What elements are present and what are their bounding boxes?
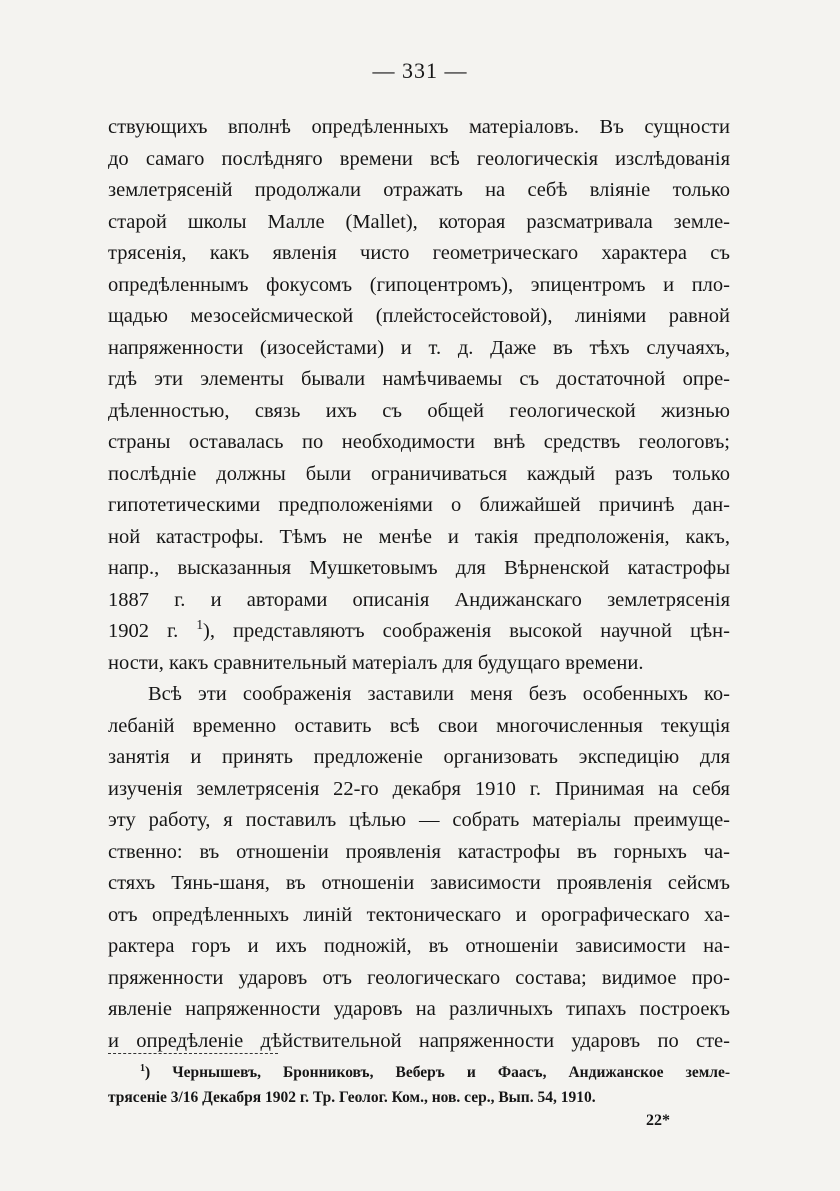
text-line-8: напряженности (изосейстами) и т. д. Даже въ тѣхъ случаяхъ,: [108, 336, 730, 359]
text-line-29: явленіе напряженности ударовъ на различныхъ типахъ построекъ: [108, 998, 730, 1020]
text-line-5: трясенія, какъ явленія чисто геометрическаго характера съ: [108, 242, 730, 264]
text-line-16: 1887 г. и авторами описанія Андижанскаго землетрясенія: [108, 588, 730, 611]
text-line-17: [108, 616, 730, 648]
text-line-1: ствующихъ вполнѣ опредѣленныхъ матеріаловъ. Въ сущности: [108, 116, 730, 138]
text-line-13: гипотетическими предположеніями о ближайшей причинѣ дан-: [108, 494, 730, 516]
text-line-30: и опредѣленіе дѣйствительной напряженности ударовъ по сте-: [108, 1029, 730, 1052]
footnote-line-1: [108, 1060, 730, 1085]
text-line-27: рактера горъ и ихъ подножій, въ отношеніи зависимости на-: [108, 935, 730, 957]
text-line-24: ственно: въ отношеніи проявленія катастрофы въ горныхъ ча-: [108, 840, 730, 863]
text-line-12: послѣдніе должны были ограничиваться каждый разъ только: [108, 462, 730, 485]
text-line-2: до самаго послѣдняго времени всѣ геологическія изслѣдованія: [108, 147, 730, 170]
text-line-10: дѣленностью, связь ихъ съ общей геологической жизнью: [108, 399, 730, 422]
text-line-11: страны оставалась по необходимости внѣ средствъ геологовъ;: [108, 431, 730, 453]
text-line-20: лебаній временно оставить всѣ свои многочисленныя текущія: [108, 714, 730, 737]
text-line-17-start: 1902 г.: [108, 620, 179, 642]
page-number: — 331 —: [372, 58, 468, 83]
text-line-9: гдѣ эти элементы бывали намѣчиваемы съ достаточной опре-: [108, 368, 730, 390]
footnote-text-1: ) Чернышевъ, Бронниковъ, Веберъ и Фаасъ, Андижанское земле-: [145, 1064, 730, 1081]
printer-signature: 22*: [646, 1112, 670, 1129]
text-line-21: занятія и принять предложеніе организовать экспедицію для: [108, 746, 730, 768]
text-line-7: щадью мезосейсмической (плейстосейстовой), линіями равной: [108, 305, 730, 327]
text-line-6: опредѣленнымъ фокусомъ (гипоцентромъ), эпицентромъ и пло-: [108, 273, 730, 296]
text-line-28: пряженности ударовъ отъ геологическаго состава; видимое про-: [108, 966, 730, 989]
text-line-26: отъ опредѣленныхъ линій тектоническаго и орографическаго ха-: [108, 903, 730, 926]
body-text: [108, 112, 730, 1057]
text-line-14: ной катастрофы. Тѣмъ не менѣе и такія предположенія, какъ,: [108, 525, 730, 548]
text-line-17-end: ), представляютъ соображенія высокой научной цѣн-: [203, 620, 730, 642]
footnote-line-2: трясеніе 3/16 Декабря 1902 г. Тр. Геолог. Ком., нов. сер., Вып. 54, 1910.: [108, 1089, 596, 1106]
text-line-15: напр., высказанныя Мушкетовымъ для Вѣрненской катастрофы: [108, 557, 730, 579]
text-line-22: изученія землетрясенія 22-го декабря 1910 г. Принимая на себя: [108, 777, 730, 800]
text-line-4: старой школы Малле (Mallet), которая разсматривала земле-: [108, 210, 730, 233]
footnote-reference[interactable]: 1: [196, 617, 204, 633]
footnote-marker: 1: [140, 1062, 146, 1074]
text-line-3: землетрясеній продолжали отражать на себѣ вліяніе только: [108, 179, 730, 201]
footnote-divider: [108, 1053, 278, 1054]
text-line-25: стяхъ Тянь-шаня, въ отношеніи зависимости проявленія сейсмъ: [108, 872, 730, 894]
text-line-23: эту работу, я поставилъ цѣлью — собрать матеріалы преимуще-: [108, 809, 730, 831]
text-line-19: Всѣ эти соображенія заставили меня безъ особенныхъ ко-: [148, 683, 730, 705]
text-line-18: ности, какъ сравнительный матеріалъ для будущаго времени.: [108, 651, 644, 674]
footnotes: [108, 1060, 730, 1110]
